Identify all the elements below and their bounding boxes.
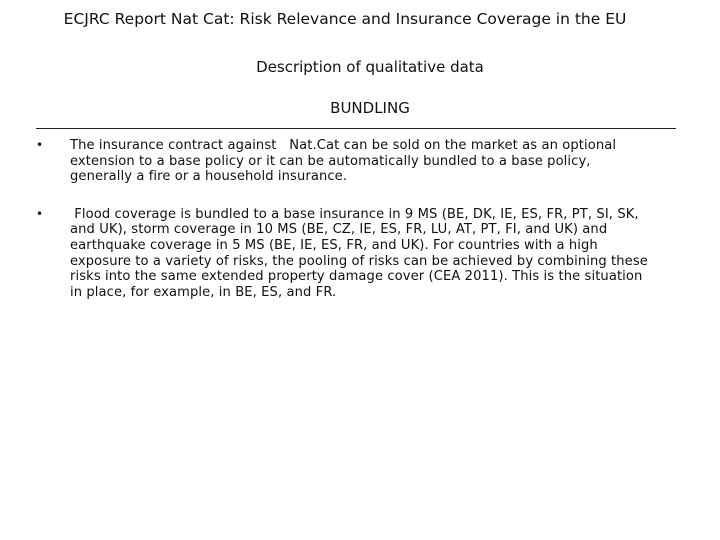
heading-divider	[36, 128, 676, 129]
slide-subtitle: Description of qualitative data	[256, 58, 484, 76]
bullet-item-contract	[0, 138, 655, 185]
bullet-text: The insurance contract against Nat.Cat can be sold on the market as an optional extension to a base policy or it can be automatically bundled to a base policy, generally a fire or a household insurance.	[70, 138, 621, 185]
section-heading: BUNDLING	[330, 99, 410, 117]
bullet-list	[0, 138, 720, 300]
bullet-text: Flood coverage is bundled to a base insurance in 9 MS (BE, DK, IE, ES, FR, PT, SI, SK, and UK), storm coverage in 10 MS (BE, CZ, IE, ES, FR, LU, AT, PT, FI, and UK) and earthquake coverage in 5 MS (BE, IE, ES, FR, and UK). For countries with a high exposure to a variety of risks, the pooling of risks can be achieved by combining these risks into the same extended property damage cover (CEA 2011). This is the situation in place, for example, in BE, ES, and FR.	[70, 206, 653, 300]
bullet-icon: •	[36, 138, 44, 152]
bullet-icon: •	[36, 206, 44, 221]
report-title: ECJRC Report Nat Cat: Risk Relevance and Insurance Coverage in the EU	[63, 10, 627, 28]
bullet-item-coverage	[0, 207, 655, 301]
